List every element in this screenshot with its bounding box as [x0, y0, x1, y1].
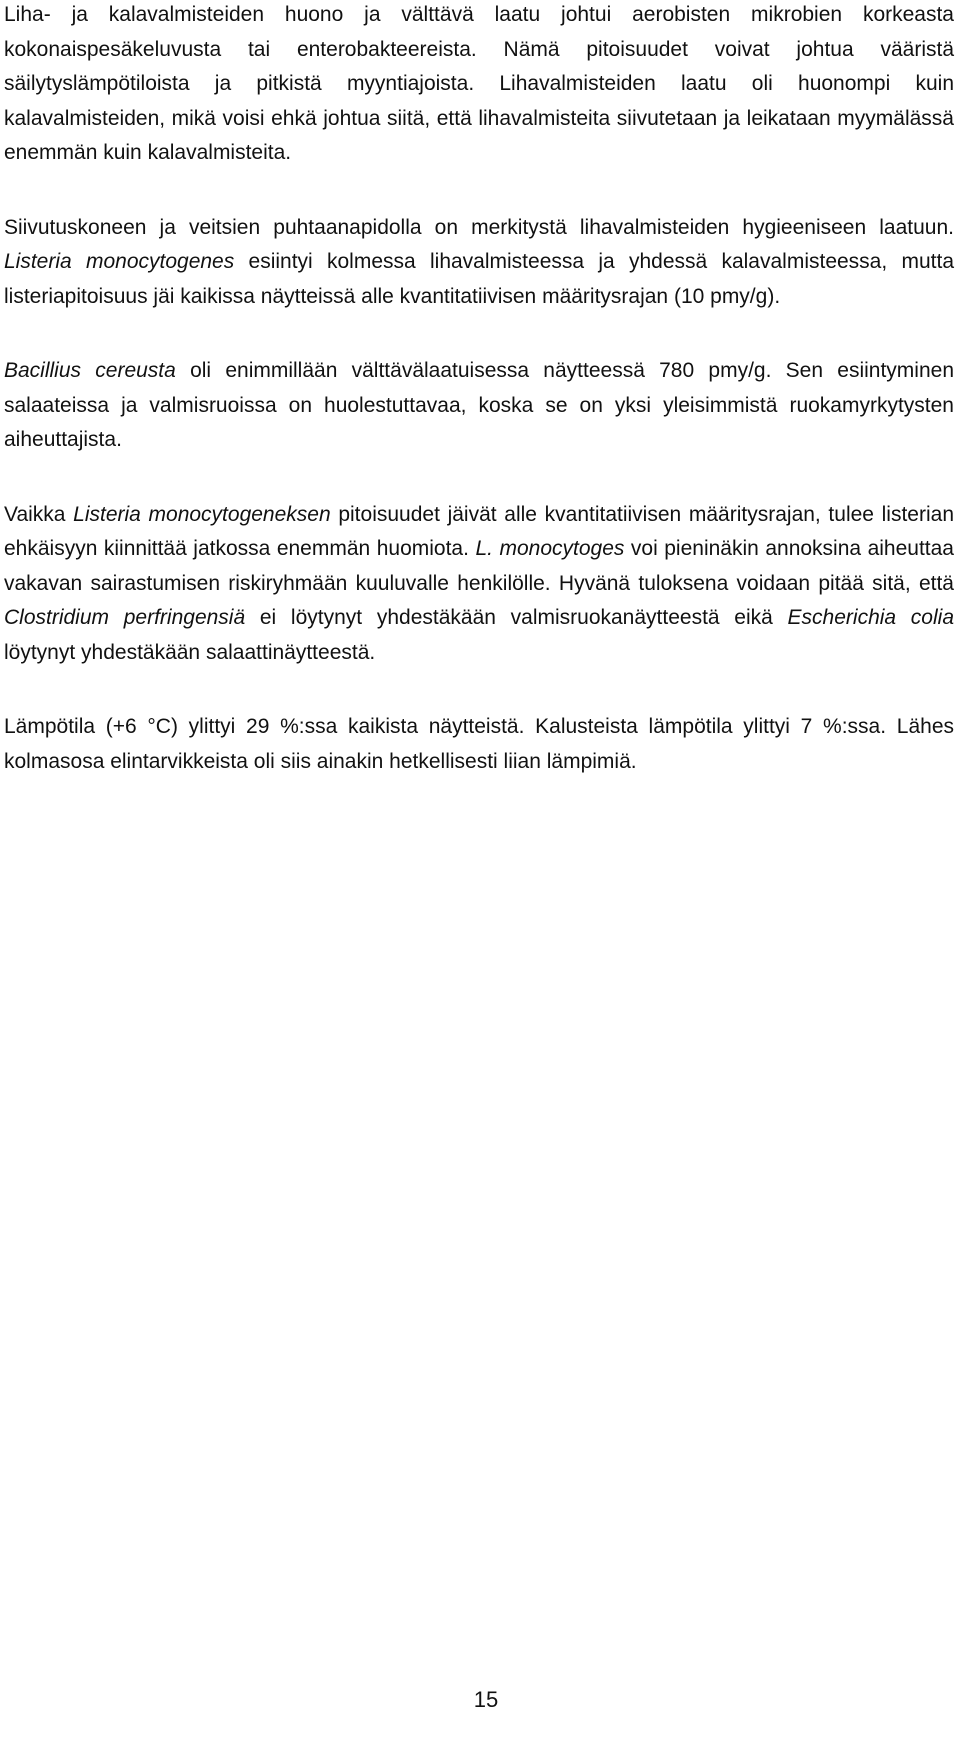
paragraph-4 — [4, 498, 954, 671]
paragraph-2-text-a: Siivutuskoneen ja veitsien puhtaanapidolla on merkitystä lihavalmisteiden hygieeniseen laatuun. — [4, 215, 954, 239]
paragraph-3-text: oli enimmillään välttävälaatuisessa näytteessä 780 pmy/g. Sen esiintyminen salaateissa ja valmisruoissa on huolestuttavaa, koska se on yksi yleisimmistä ruokamyrkytysten aiheuttajista. — [4, 359, 955, 451]
paragraph-2-text-b: esiintyi kolmessa lihavalmisteessa ja yhdessä kalavalmisteessa, mutta listeriapitoisuus jäi kaikissa näytteissä alle kvantitatiivisen määritysrajan (10 pmy/g). — [4, 250, 955, 308]
species-name-l-monocytoges: L. monocytoges — [475, 537, 625, 560]
paragraph-4-text-a: Vaikka — [4, 502, 74, 526]
paragraph-1-text: Liha- ja kalavalmisteiden huono ja välttävä laatu johtui aerobisten mikrobien korkeasta kokonaispesäkeluvusta tai enterobakteereista. Nämä pitoisuudet voivat johtua vääristä säilytyslämpötiloista ja pitkistä myyntiajoista. Lihavalmisteiden laatu oli huonompi kuin kalavalmisteiden, mikä voisi ehkä johtua siitä, että lihavalmisteita siivutetaan ja leikataan myymälässä enemmän kuin kalavalmisteita. — [4, 3, 954, 164]
species-name-listeria: Listeria monocytogenes — [4, 250, 235, 273]
paragraph-4-text-b: pitoisuudet jäivät alle kvantitatiivisen määritysrajan, tulee listerian ehkäisyyn kiinnittää jatkossa enemmän huomiota. — [4, 502, 955, 560]
paragraph-3 — [4, 354, 954, 458]
paragraph-5 — [4, 710, 954, 779]
paragraph-4-text-e: löytynyt yhdestäkään salaattinäytteestä. — [4, 640, 376, 664]
species-name-clostridium: Clostridium perfringensiä — [4, 606, 246, 629]
paragraph-2 — [4, 211, 954, 315]
species-name-escherichia: Escherichia colia — [787, 606, 955, 629]
page-number: 15 — [473, 1687, 499, 1712]
paragraph-4-text-d: ei löytynyt yhdestäkään valmisruokanäytteestä eikä — [245, 606, 788, 629]
paragraph-1 — [4, 0, 954, 171]
paragraph-4-text-c: voi pieninäkin annoksina aiheuttaa vakavan sairastumisen riskiryhmään kuuluvalle henkilölle. Hyvänä tuloksena voidaan pitää sitä, että — [4, 537, 954, 595]
species-name-listeria-genitive: Listeria monocytogeneksen — [73, 502, 331, 526]
document-body — [4, 0, 954, 819]
species-name-bacillus: Bacillius cereusta — [4, 359, 176, 382]
paragraph-5-text: Lämpötila (+6 °C) ylittyi 29 %:ssa kaikista näytteistä. Kalusteista lämpötila ylittyi 7 %:ssa. Lähes kolmasosa elintarvikkeista oli siis ainakin hetkellisesti liian lämpimiä. — [4, 715, 954, 773]
